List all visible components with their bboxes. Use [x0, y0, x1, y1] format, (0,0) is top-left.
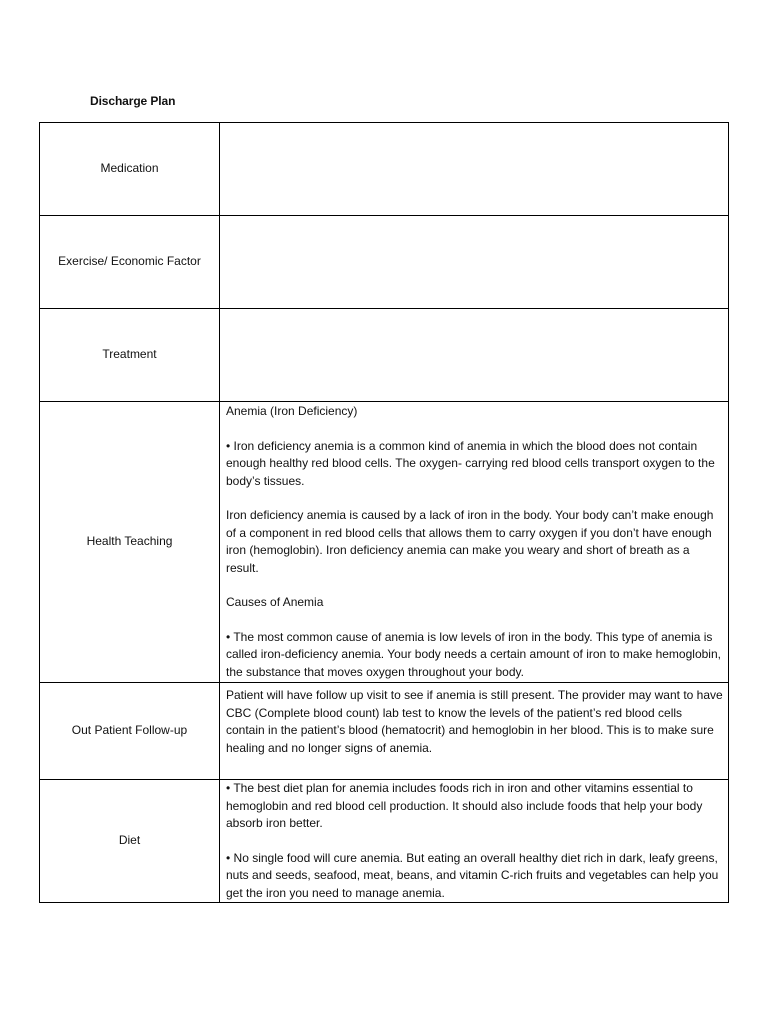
health-teaching-paragraph: • Iron deficiency anemia is a common kind of anemia in which the blood does not contain enough healthy red blood cells. The oxygen- carrying red blood cells transport oxygen to the body’s tissues. — [226, 438, 715, 488]
row-content-health-teaching — [220, 402, 729, 683]
health-teaching-subheading: Causes of Anemia — [226, 595, 324, 609]
row-label-medication: Medication — [40, 123, 220, 216]
table-row-diet — [40, 780, 729, 903]
row-content-exercise — [220, 216, 729, 309]
table-row-treatment — [40, 309, 729, 402]
table-row-exercise — [40, 216, 729, 309]
health-teaching-paragraph: Iron deficiency anemia is caused by a lack of iron in the body. Your body can’t make enough of a component in red blood cells that allows them to carry oxygen if you don’t have enough iron (hemoglobin). Iron deficiency anemia can make you weary and short of breath as a result. — [226, 508, 714, 575]
table-row-outpatient-followup — [40, 683, 729, 780]
diet-paragraph: • No single food will cure anemia. But eating an overall healthy diet rich in dark, leafy greens, nuts and seeds, seafood, meat, beans, and vitamin C-rich fruits and vegetables can help you get the iron you need to manage anemia. — [226, 850, 719, 900]
row-content-diet — [220, 780, 729, 903]
document-title: Discharge Plan — [90, 94, 176, 108]
row-label-treatment: Treatment — [40, 309, 220, 402]
row-content-medication — [220, 123, 729, 216]
row-label-diet: Diet — [40, 780, 220, 903]
diet-paragraph: • The best diet plan for anemia includes foods rich in iron and other vitamins essential to hemoglobin and red blood cell production. It should also include foods that help your body absorb iron better. — [226, 781, 703, 830]
table-row-health-teaching — [40, 402, 729, 683]
outpatient-followup-paragraph: Patient will have follow up visit to see if anemia is still present. The provider may want to have CBC (Complete blood count) lab test to know the levels of the patient’s red blood cells contain in the patient’s blood (hematocrit) and hemoglobin in her blood. This is to make sure healing and no longer signs of anemia. — [226, 688, 723, 755]
health-teaching-heading: Anemia (Iron Deficiency) — [226, 404, 358, 418]
health-teaching-paragraph: • The most common cause of anemia is low levels of iron in the body. This type of anemia is called iron-deficiency anemia. Your body needs a certain amount of iron to make hemoglobin, the substance that moves oxygen throughout your body. — [226, 629, 721, 679]
row-content-treatment — [220, 309, 729, 402]
row-content-outpatient-followup — [220, 683, 729, 780]
row-label-exercise: Exercise/ Economic Factor — [40, 216, 220, 309]
discharge-plan-table — [39, 122, 729, 903]
row-label-health-teaching: Health Teaching — [40, 402, 220, 683]
row-label-outpatient-followup: Out Patient Follow-up — [40, 683, 220, 780]
table-row-medication — [40, 123, 729, 216]
